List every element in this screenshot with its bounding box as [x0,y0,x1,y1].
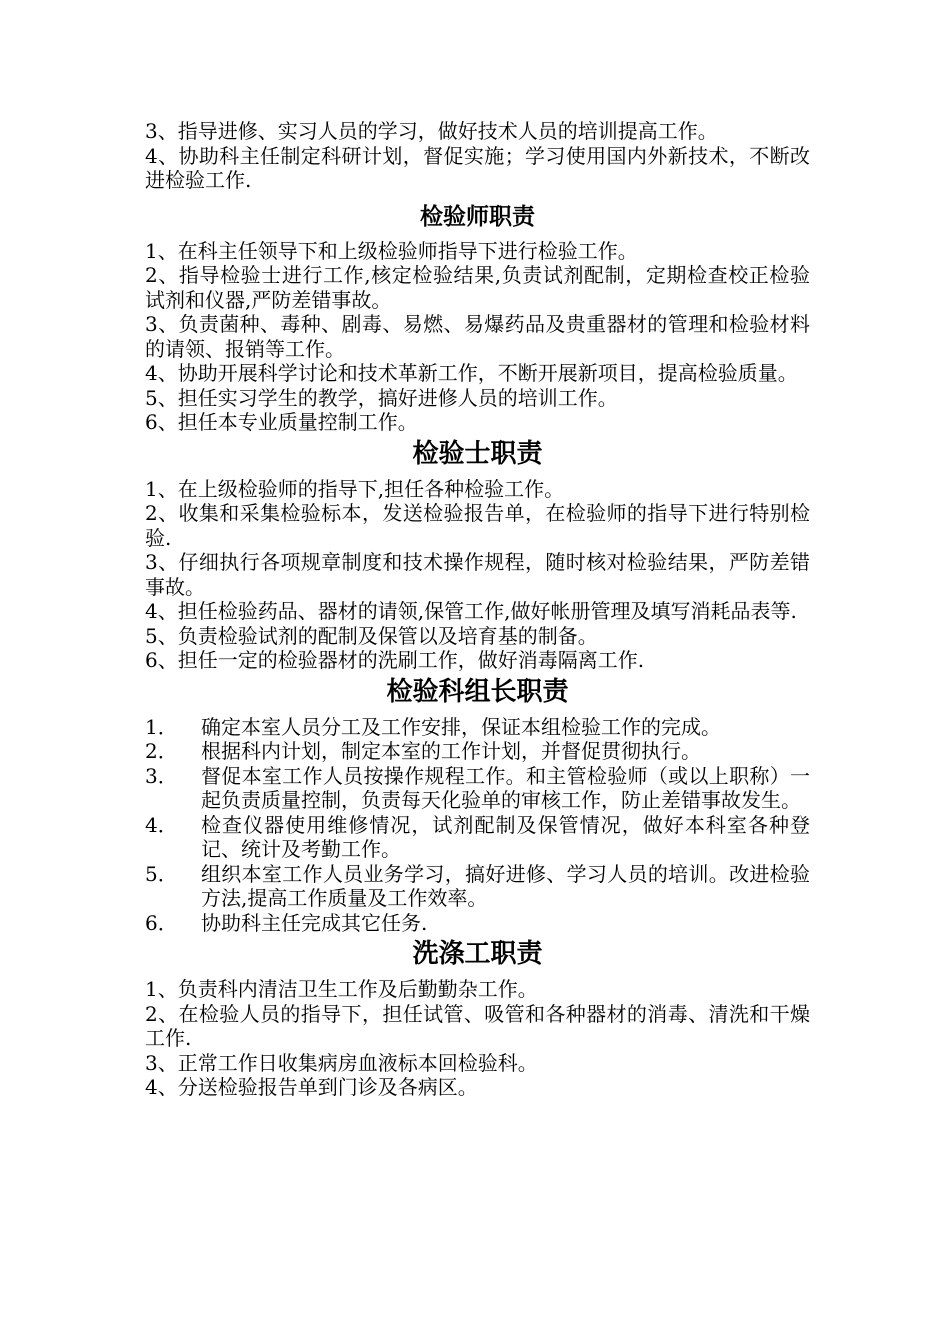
numbered-item [145,739,810,764]
item-text: 检查仪器使用维修情况，试剂配制及保管情况，做好本科室各种登记、统计及考勤工作。 [201,812,810,861]
numbered-item [145,862,810,911]
numbered-item [145,911,810,936]
list-item: 1、在上级检验师的指导下,担任各种检验工作。 [145,476,565,501]
item-number: 4． [145,812,178,837]
list-item: 6、担任一定的检验器材的洗刷工作，做好消毒隔离工作. [145,648,645,672]
numbered-item [145,764,810,813]
list-item: 2、在检验人员的指导下，担任试管、吸管和各种器材的消毒、清洗和干燥工作. [145,1001,810,1050]
list-item: 6、担任本专业质量控制工作。 [145,410,418,434]
intro-item: 4、协助科主任制定科研计划，督促实施；学习使用国内外新技术，不断改进检验工作. [145,143,810,192]
numbered-item [145,813,810,862]
list-item: 4、协助开展科学讨论和技术革新工作，不断开展新项目，提高检验质量。 [145,361,798,385]
list-item: 4、分送检验报告单到门诊及各病区。 [145,1075,478,1099]
list-item: 2、收集和采集检验标本，发送检验报告单，在检验师的指导下进行特别检验. [145,501,810,550]
list-item: 4、担任检验药品、器材的请领,保管工作,做好帐册管理及填写消耗品表等. [145,599,797,623]
section-title-group-leader: 检验科组长职责 [386,676,569,707]
list-item: 1、在科主任领导下和上级检验师指导下进行检验工作。 [145,238,638,263]
item-text: 根据科内计划，制定本室的工作计划，并督促贯彻执行。 [201,739,701,763]
intro-item: 3、指导进修、实习人员的学习，做好技术人员的培训提高工作。 [145,119,718,143]
item-text: 督促本室工作人员按操作规程工作。和主管检验师（或以上职称）一起负责质量控制，负责每天化验单的审核工作，防止差错事故发生。 [201,763,810,812]
section-title-technologist: 检验师职责 [420,203,535,230]
list-item: 3、仔细执行各项规章制度和技术操作规程，随时核对检验结果，严防差错事故。 [145,550,810,599]
section-title-washer: 洗涤工职责 [412,939,543,969]
item-text: 组织本室工作人员业务学习，搞好进修、学习人员的培训。改进检验方法,提高工作质量及工作效率。 [201,861,810,910]
list-item: 3、正常工作日收集病房血液标本回检验科。 [145,1050,538,1075]
document-page [145,119,810,1100]
item-number: 3． [145,763,178,788]
item-number: 1． [145,714,178,739]
list-item: 5、负责检验试剂的配制及保管以及培育基的制备。 [145,623,598,648]
item-text: 协助科主任完成其它任务. [201,910,428,935]
item-text: 确定本室人员分工及工作安排，保证本组检验工作的完成。 [201,714,721,739]
section-title-technician: 检验士职责 [412,438,543,469]
list-item: 5、担任实习学生的教学，搞好进修人员的培训工作。 [145,385,618,410]
list-item: 1、负责科内清洁卫生工作及后勤勤杂工作。 [145,977,538,1001]
list-item: 2、指导检验士进行工作,核定检验结果,负责试剂配制，定期检查校正检验试剂和仪器,严防差错事故。 [145,263,810,312]
item-number: 6． [145,910,178,935]
item-number: 2． [145,739,178,763]
numbered-item [145,715,810,740]
list-item: 3、负责菌种、毒种、剧毒、易燃、易爆药品及贵重器材的管理和检验材料的请领、报销等工作。 [145,312,810,361]
item-number: 5． [145,861,178,886]
